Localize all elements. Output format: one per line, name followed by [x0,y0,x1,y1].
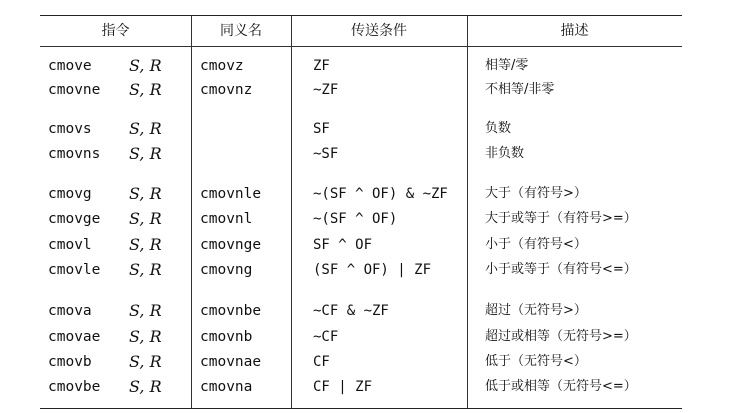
header-rule [40,46,682,47]
synonym-cell: cmovng [200,262,253,278]
description-cell: 低于（无符号<） [485,354,587,369]
operands-cell: S, R [129,327,162,346]
synonym-cell: cmovnae [200,354,262,370]
header-instruction: 指令 [101,23,130,39]
operands-cell: S, R [129,352,162,371]
condition-cell: CF [313,354,330,370]
description-cell: 大于（有符号>） [485,186,587,201]
instruction-cell: cmovne [48,82,101,98]
operands-cell: S, R [129,301,162,320]
description-cell: 低于或相等（无符号<=） [485,379,637,394]
operands-cell: S, R [129,209,162,228]
instruction-cell: cmovb [48,354,92,370]
operands-cell: S, R [129,235,162,254]
synonym-cell: cmovnle [200,186,262,202]
instruction-cell: cmovge [48,211,101,227]
condition-cell: SF [313,121,330,137]
description-cell: 非负数 [485,146,525,161]
operands-cell: S, R [129,80,162,99]
column-divider [291,16,292,408]
description-cell: 负数 [485,121,512,136]
synonym-cell: cmovnbe [200,303,262,319]
synonym-cell: cmovz [200,58,244,74]
header-condition: 传送条件 [351,23,407,39]
description-cell: 不相等/非零 [485,82,555,97]
description-cell: 小于（有符号<） [485,237,587,252]
condition-cell: ~(SF ^ OF) [313,211,398,227]
condition-cell: ~CF [313,329,339,345]
condition-cell: SF ^ OF [313,237,373,253]
description-cell: 超过（无符号>） [485,303,587,318]
synonym-cell: cmovnb [200,329,253,345]
condition-cell: CF | ZF [313,379,373,395]
instruction-cell: cmovs [48,121,92,137]
operands-cell: S, R [129,184,162,203]
operands-cell: S, R [129,144,162,163]
operands-cell: S, R [129,260,162,279]
synonym-cell: cmovna [200,379,253,395]
instruction-cell: cmovns [48,146,101,162]
description-cell: 相等/零 [485,58,529,73]
condition-cell: ~(SF ^ OF) & ~ZF [313,186,448,202]
synonym-cell: cmovnz [200,82,253,98]
instruction-cell: cmovl [48,237,92,253]
condition-cell: (SF ^ OF) | ZF [313,262,432,278]
instruction-cell: cmovbe [48,379,101,395]
header-description: 描述 [560,23,589,39]
condition-cell: ~SF [313,146,339,162]
synonym-cell: cmovnl [200,211,253,227]
instruction-cell: cmovle [48,262,101,278]
condition-cell: ~ZF [313,82,339,98]
instruction-cell: cmova [48,303,92,319]
condition-cell: ZF [313,58,330,74]
operands-cell: S, R [129,377,162,396]
cmov-instruction-table [40,15,682,409]
column-divider [467,16,468,408]
synonym-cell: cmovnge [200,237,262,253]
instruction-cell: cmove [48,58,92,74]
header-synonym: 同义名 [220,23,262,39]
operands-cell: S, R [129,56,162,75]
description-cell: 小于或等于（有符号<=） [485,262,637,277]
operands-cell: S, R [129,119,162,138]
instruction-cell: cmovg [48,186,92,202]
description-cell: 超过或相等（无符号>=） [485,329,637,344]
description-cell: 大于或等于（有符号>=） [485,211,637,226]
instruction-cell: cmovae [48,329,101,345]
column-divider [191,16,192,408]
condition-cell: ~CF & ~ZF [313,303,389,319]
